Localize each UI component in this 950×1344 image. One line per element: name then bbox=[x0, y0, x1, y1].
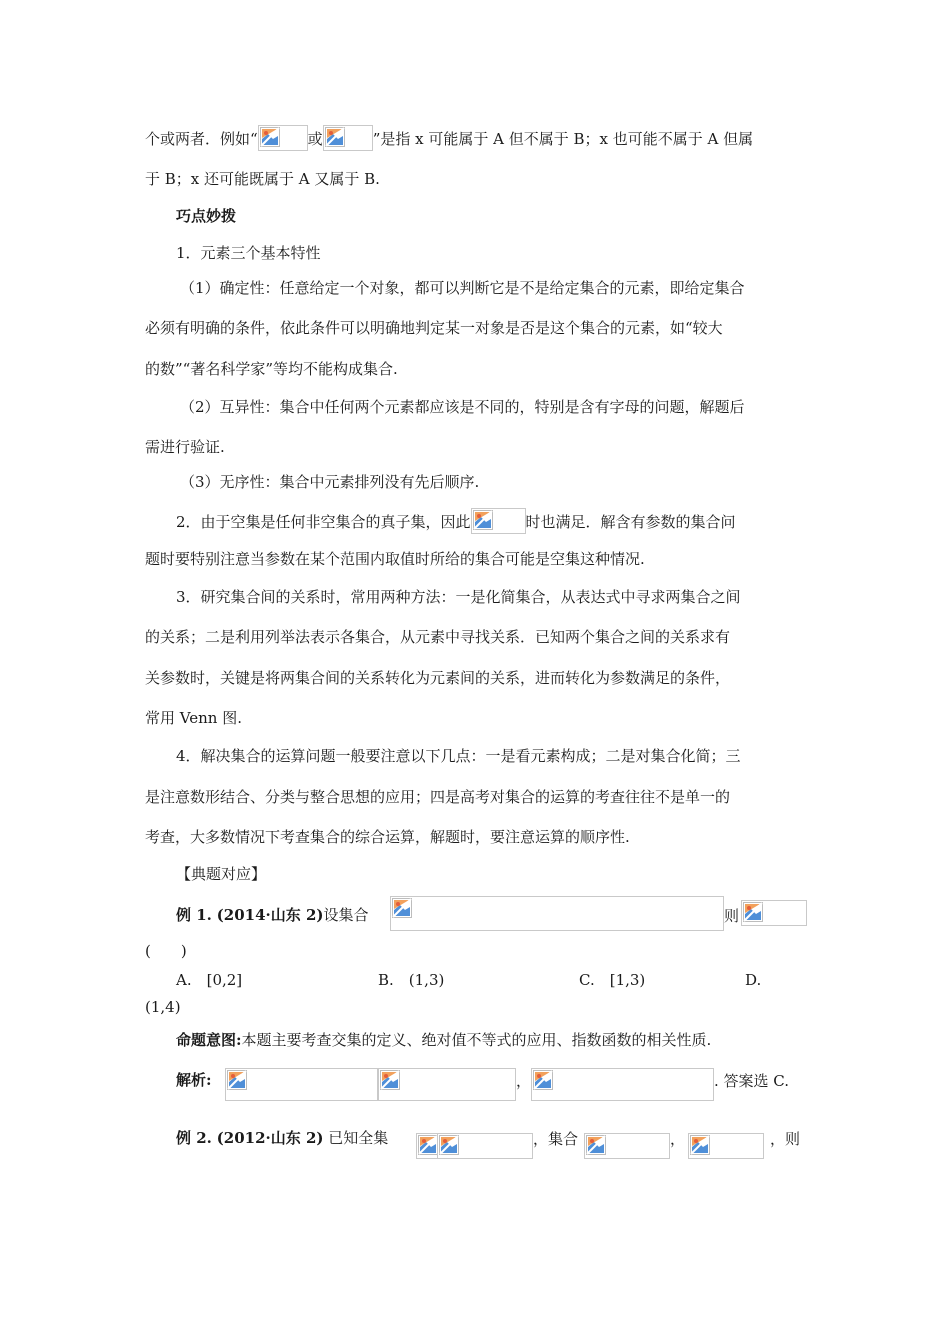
formula-image bbox=[584, 1133, 670, 1159]
formula-image bbox=[390, 896, 724, 931]
item-4-line-3: 考查，大多数情况下考查集合的综合运算，解题时，要注意运算的顺序性. bbox=[145, 828, 630, 846]
item-2-line-2: 题时要特别注意当参数在某个范围内取值时所给的集合可能是空集这种情况. bbox=[145, 550, 645, 568]
item-4-line-1: 4．解决集合的运算问题一般要注意以下几点：一是看元素构成；二是对集合化简；三 bbox=[176, 747, 741, 765]
formula-image bbox=[688, 1133, 764, 1159]
item-3-line-4: 常用 Venn 图. bbox=[145, 709, 242, 727]
section-heading: 巧点妙拨 bbox=[176, 207, 237, 225]
example-2 bbox=[176, 1128, 388, 1148]
item-3-line-3: 关参数时，关键是将两集合间的关系转化为元素间的关系，进而转化为参数满足的条件， bbox=[145, 669, 731, 687]
formula-image bbox=[258, 125, 308, 151]
item-2-line-1 bbox=[176, 508, 736, 534]
text: 或 bbox=[307, 130, 323, 148]
text: 时也满足．解含有参数的集合问 bbox=[525, 513, 736, 531]
option-d-value: (1,4) bbox=[145, 998, 181, 1016]
item-4-line-2: 是注意数形结合、分类与整合思想的应用；四是高考对集合的运算的考查往往不是单一的 bbox=[145, 788, 731, 806]
item-1-s2-l2: 需进行验证. bbox=[145, 438, 225, 456]
text: 已知全集 bbox=[328, 1129, 389, 1147]
formula-image bbox=[225, 1068, 378, 1101]
text: 则 bbox=[724, 907, 740, 925]
text: 个或两者．例如“ bbox=[145, 130, 258, 148]
option-d[interactable]: D. bbox=[745, 971, 762, 989]
text: 设集合 bbox=[323, 906, 369, 924]
item-1-s3: （3）无序性：集合中元素排列没有先后顺序. bbox=[180, 473, 480, 491]
formula-image bbox=[323, 125, 373, 151]
analysis-label: 解析: bbox=[176, 1071, 212, 1089]
example-1-paren: ( ) bbox=[145, 942, 187, 960]
item-1-s1-l2: 必须有明确的条件，依此条件可以明确地判定某一对象是否是这个集合的元素，如“较大 bbox=[145, 319, 723, 337]
text: ， bbox=[670, 1130, 686, 1148]
formula-image bbox=[741, 900, 807, 926]
example-source: (2014·山东 2) bbox=[216, 906, 324, 924]
intent-text: 本题主要考查交集的定义、绝对值不等式的应用、指数函数的相关性质. bbox=[241, 1031, 712, 1049]
formula-image bbox=[378, 1068, 516, 1101]
item-3-line-1: 3．研究集合间的关系时，常用两种方法：一是化简集合，从表达式中寻求两集合之间 bbox=[176, 588, 741, 606]
example-1 bbox=[176, 905, 369, 925]
item-1-s1-l1: （1）确定性：任意给定一个对象，都可以判断它是不是给定集合的元素，即给定集合 bbox=[180, 279, 745, 297]
formula-image bbox=[471, 508, 526, 534]
item-1-s1-l3: 的数”“著名科学家”等均不能构成集合. bbox=[145, 360, 398, 378]
examples-heading: 【典题对应】 bbox=[176, 865, 267, 883]
formula-image bbox=[437, 1133, 533, 1159]
text: ”是指 x 可能属于 A 但不属于 B；x 也可能不属于 A 但属 bbox=[372, 130, 754, 148]
item-1-s2-l1: （2）互异性：集合中任何两个元素都应该是不同的，特别是含有字母的问题，解题后 bbox=[180, 398, 745, 416]
option-a[interactable]: A. [0,2] bbox=[176, 971, 243, 989]
text: ，则 bbox=[770, 1130, 801, 1148]
answer-text: . 答案选 C. bbox=[714, 1072, 790, 1090]
example-label: 例 1. bbox=[176, 906, 212, 924]
example-label: 例 2. bbox=[176, 1129, 212, 1147]
intent-label: 命题意图: bbox=[176, 1031, 242, 1049]
text: ，集合 bbox=[533, 1130, 579, 1148]
para-1-line-1 bbox=[145, 125, 753, 151]
option-c[interactable]: C. [1,3) bbox=[579, 971, 646, 989]
formula-image bbox=[531, 1068, 714, 1101]
intent bbox=[176, 1030, 711, 1050]
text: 2．由于空集是任何非空集合的真子集，因此 bbox=[176, 513, 471, 531]
item-1-title: 1．元素三个基本特性 bbox=[176, 244, 321, 262]
para-1-line-2: 于 B；x 还可能既属于 A 又属于 B. bbox=[145, 170, 380, 188]
example-source: (2012·山东 2) bbox=[216, 1129, 324, 1147]
text: ， bbox=[516, 1072, 532, 1090]
item-3-line-2: 的关系；二是利用列举法表示各集合，从元素中寻找关系．已知两个集合之间的关系求有 bbox=[145, 628, 731, 646]
option-b[interactable]: B. (1,3) bbox=[378, 971, 445, 989]
